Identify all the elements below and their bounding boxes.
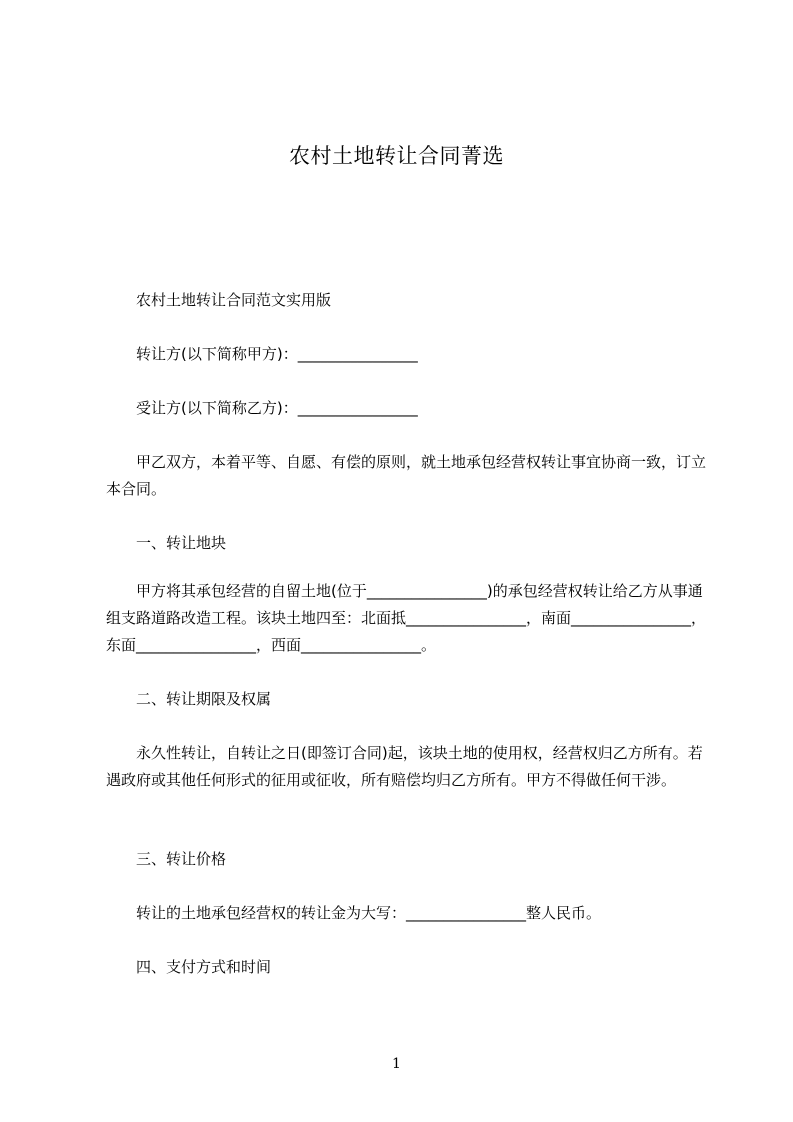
section-2-body: 永久性转让，自转让之日(即签订合同)起，该块土地的使用权，经营权归乙方所有。若遇政府或其他任何形式的征用或征收，所有赔偿均归乙方所有。甲方不得做任何干涉。	[106, 744, 703, 789]
section-heading-2: 二、转让期限及权属	[106, 690, 272, 708]
section-3-body: 转让的土地承包经营权的转让金为大写：________________整人民币。	[106, 904, 602, 922]
section-heading-3: 三、转让价格	[106, 850, 227, 868]
section-heading-1: 一、转让地块	[106, 534, 227, 552]
preamble-paragraph: 甲乙双方，本着平等、自愿、有偿的原则，就土地承包经营权转让事宜协商一致，订立本合同。	[106, 453, 707, 498]
transferor-line: 转让方(以下简称甲方)：________________	[106, 345, 418, 363]
section-heading-4: 四、支付方式和时间	[106, 958, 272, 976]
subtitle-paragraph: 农村土地转让合同范文实用版	[106, 291, 332, 309]
section-1-body: 甲方将其承包经营的自留土地(位于________________)的承包经营权转让给乙方从事通组支路道路改造工程。该块土地四至：北面抵________________，南面________________，东面________________，西面________________。	[106, 582, 707, 654]
page-number: 1	[392, 1056, 401, 1072]
document-title: 农村土地转让合同菁选	[289, 144, 504, 168]
transferee-line: 受让方(以下简称乙方)：________________	[106, 399, 418, 417]
